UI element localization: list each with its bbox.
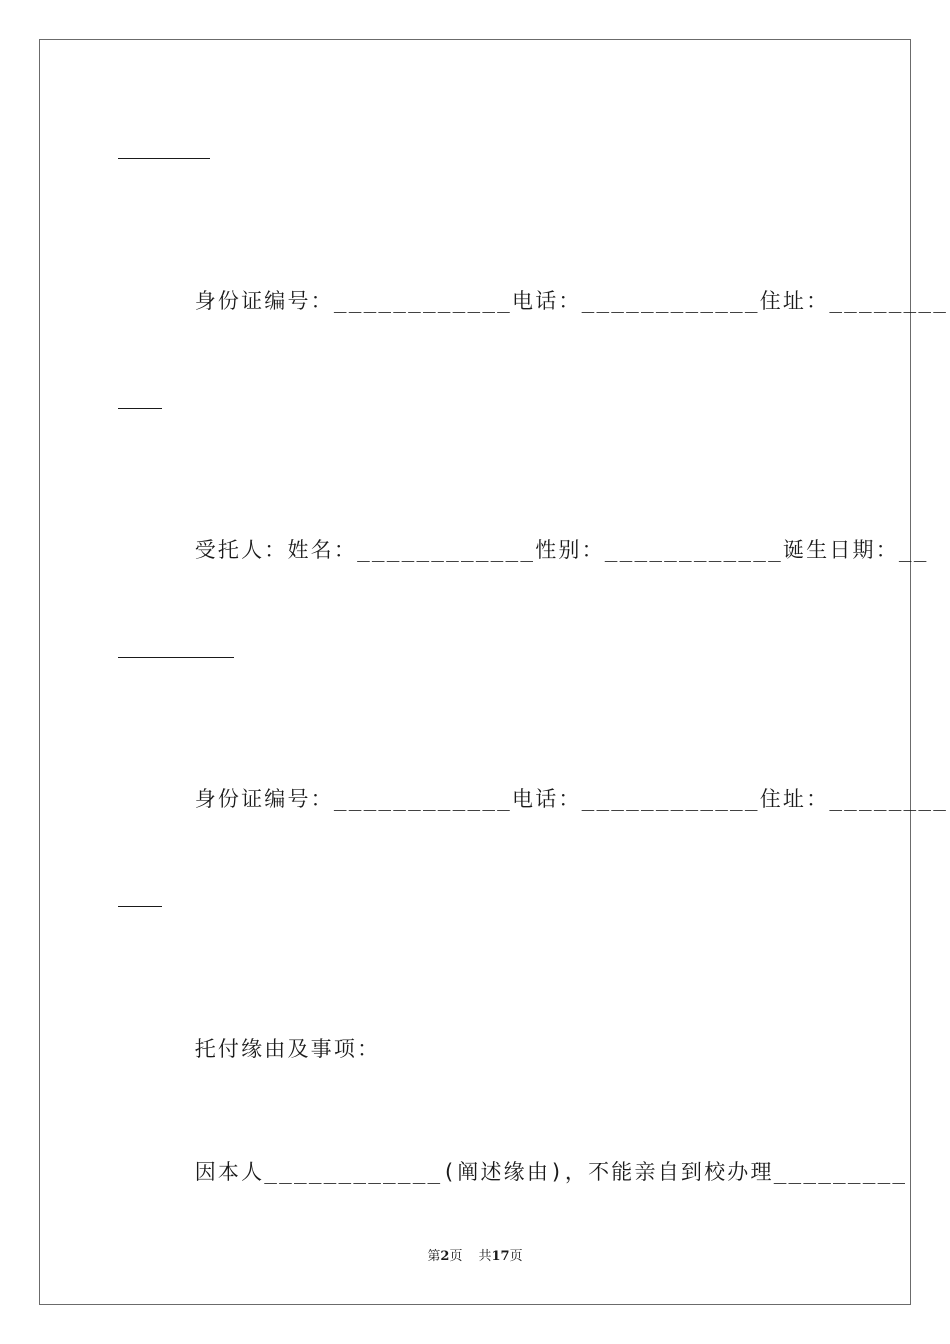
reason-body-text: 因本人____________(阐述缘由)，不能亲自到校办理_________	[194, 1160, 908, 1184]
agent-info-text: 受托人：姓名：____________性别：____________诞生日期：__	[194, 538, 929, 562]
footer-total-prefix: 共	[478, 1249, 492, 1264]
reason-heading-line	[0, 1010, 950, 1062]
footer-prefix: 第	[427, 1249, 441, 1264]
footer-page-number: 2	[440, 1249, 450, 1264]
reason-body-line	[0, 1133, 950, 1185]
continuation-blank-1	[118, 158, 210, 159]
principal-id-line	[0, 262, 950, 314]
footer-total-suffix: 页	[509, 1249, 523, 1264]
agent-info-line	[0, 511, 950, 563]
reason-heading-text: 托付缘由及事项：	[194, 1037, 381, 1061]
agent-id-line	[0, 760, 950, 812]
page-footer	[0, 1248, 950, 1266]
continuation-blank-2	[118, 408, 162, 409]
continuation-blank-4	[118, 906, 162, 907]
footer-page-suffix: 页	[449, 1249, 463, 1264]
footer-total-pages: 17	[491, 1249, 510, 1264]
continuation-blank-3	[118, 657, 234, 658]
page-frame	[39, 39, 911, 1305]
agent-id-text: 身份证编号：____________电话：____________住址：________	[194, 787, 949, 811]
principal-id-text: 身份证编号：____________电话：____________住址：________	[194, 289, 949, 313]
